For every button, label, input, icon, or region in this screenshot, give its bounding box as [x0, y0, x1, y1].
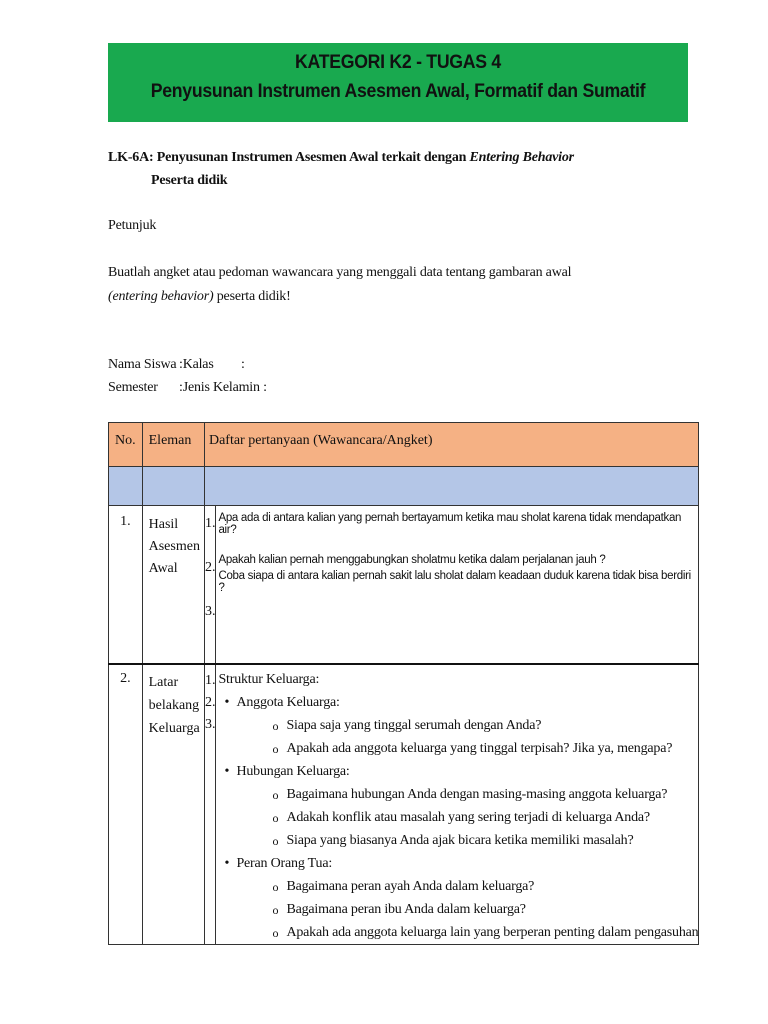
header-elemen: Eleman — [142, 423, 204, 467]
row1-elemen: Hasil Asesmen Awal — [142, 506, 204, 664]
banner-subtitle: Penyusunan Instrumen Asesmen Awal, Formatif dan Sumatif — [150, 81, 646, 102]
list-item: o Apakah ada anggota keluarga yang tinggal terpisah? Jika ya, mengapa? — [272, 740, 673, 756]
group-label: • Hubungan Keluarga: — [224, 763, 350, 779]
title-banner — [108, 43, 688, 122]
instruction-line2 — [108, 289, 291, 305]
question-table — [108, 422, 699, 945]
row2-elemen: Latar belakang Keluarga — [142, 664, 204, 945]
row2-questions — [216, 664, 699, 945]
row1-q3-end: ? — [218, 582, 225, 594]
row1-indices: 1. 2. 3. — [204, 506, 216, 664]
list-item: o Bagaimana peran ayah Anda dalam keluarga? — [272, 878, 535, 894]
list-item: o Bagaimana hubungan Anda dengan masing-masing anggota keluarga? — [272, 786, 668, 802]
row2-indices: 1. 2. 3. — [204, 664, 216, 945]
instruction-italic: (entering behavior) — [108, 289, 214, 304]
table-header-row — [109, 423, 699, 467]
instruction-line1: Buatlah angket atau pedoman wawancara yang menggali data tentang gambaran awal — [108, 265, 572, 280]
row2-no: 2. — [109, 664, 143, 945]
table-row — [109, 506, 699, 664]
semester-label: Semester — [108, 380, 158, 395]
row1-no: 1. — [109, 506, 143, 664]
instruction-rest: peserta didik! — [213, 289, 291, 304]
lk-heading-line2: Peserta didik — [151, 173, 228, 188]
row1-questions — [216, 506, 699, 664]
struktur-title: Struktur Keluarga: — [218, 671, 320, 687]
banner-title: KATEGORI K2 - TUGAS 4 — [295, 52, 501, 73]
kelas-label: :Kalas — [179, 357, 214, 372]
list-item: o Adakah konflik atau masalah yang sering terjadi di keluarga Anda? — [272, 809, 650, 825]
table-blank-row — [109, 467, 699, 506]
group-label: • Peran Orang Tua: — [224, 855, 333, 871]
jenis-kelamin-label: :Jenis Kelamin : — [179, 380, 267, 395]
list-item: o Siapa saja yang tinggal serumah dengan Anda? — [272, 717, 542, 733]
group-label: • Anggota Keluarga: — [224, 694, 340, 710]
row1-q1: Apa ada di antara kalian yang pernah bertayamum ketika mau sholat karena tidak mendapatkan air? — [218, 512, 682, 536]
header-daftar: Daftar pertanyaan (Wawancara/Angket) — [204, 423, 699, 467]
header-no: No. — [109, 423, 143, 467]
list-item: o Siapa yang biasanya Anda ajak bicara ketika memiliki masalah? — [272, 832, 634, 848]
lk-heading-italic: Entering Behavior — [469, 150, 574, 165]
table-row — [109, 664, 699, 945]
list-item: o Apakah ada anggota keluarga lain yang berperan penting dalam pengasuhan — [272, 924, 699, 940]
nama-siswa-label: Nama Siswa — [108, 357, 177, 372]
lk-heading-text: LK-6A: Penyusunan Instrumen Asesmen Awal terkait dengan — [108, 150, 470, 165]
row1-q3: Coba siapa di antara kalian pernah sakit lalu sholat dalam keadaan duduk karena tidak bisa berdiri — [218, 570, 691, 582]
lk-heading — [108, 150, 574, 166]
kelas-colon: : — [241, 357, 245, 372]
petunjuk-label: Petunjuk — [108, 218, 157, 233]
row1-q2: Apakah kalian pernah menggabungkan sholatmu ketika dalam perjalanan jauh ? — [218, 554, 606, 566]
list-item: o Bagaimana peran ibu Anda dalam keluarga? — [272, 901, 526, 917]
